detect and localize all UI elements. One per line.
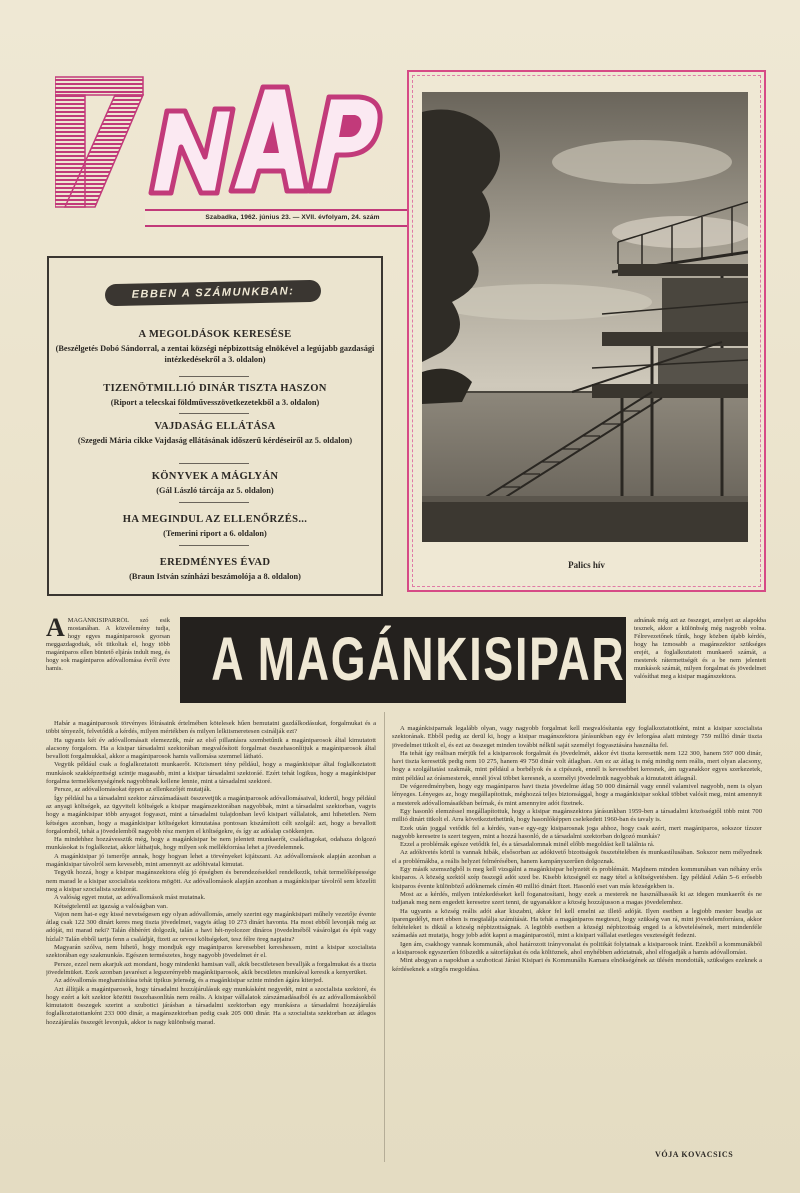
paragraph: A valóság egyet mutat, az adóvallomások mást mutatnak. [54,894,206,902]
drop-cap: A [46,617,65,642]
contents-item-title: TIZENÖTMILLIÓ DINÁR TISZTA HASZON [103,383,327,394]
paragraph: Azt állítják a magániparosok, hogy társadalmi hozzájárulásuk egy munkásként negyedét, mint a szocialista szektoré, és hogy ezért a két szektor közötti összehasonlítás nem reális. A kisipar vállalatok zárszámadásaiból és az adóvallomásokból kimutatott összegek szerint a szubotici járásban a társadalmi szektorban egy munkásra a társadalmi hozzájárulás foglalkoztatottanként 233 000 dinár, a magánszektorban pedig csak 205 000 dinár. Ha a szocialista szektorban az átlagos hozzájárulás összegét levonjuk, akkor is nagy különbség marad. [46,985,376,1026]
paragraph: Igen ám, csakhogy vannak kommunák, ahol határozott irányvonalat és politikát folytatnak a kisiparosok iránt. Ezekből a kommunákból a kisiparosok egyszerűen fölszedik a sátorfájukat és oda költöznek, ahol enyhébben adóztatnak, ahol elfogadják a hamis adóvallomást. [392,940,762,957]
article-headline: A MAGÁNKISIPAR [211,625,626,695]
paragraph: Mint abogyan a napokban a szuboticai Járási Kisipari és Kommunális Kamara elnökségének az ülésén mondották, szükséges ezeknek a kérdéseknek a sürgős megoldása. [392,957,762,973]
contents-box [47,256,383,596]
author-signature: VÓJA KOVACSICS [655,1150,734,1159]
dateline: Szabadka, 1962. június 23. — XVII. évfolyam, 24. szám [145,209,440,227]
paragraph: Ha mindehhez hozzávesszük még, hogy a magánkisipar be nem jelentett munkaerőt, családtagokat, odahaza dolgozó munkásokat is foglalkoztat, akkor láthatjuk, hogy milyen sok mellékforrása lehet a jövedelemnek. [46,836,376,852]
contents-banner: EBBEN A SZÁMUNKBAN: [105,280,321,307]
divider [179,413,249,414]
paragraph: Így például ha a társadalmi szektor zárszámadásait összevetjük a magániparosok adóvallomásaival, kiderül, hogy például az anyagi költségek, az ügyviteli költségek a kisipar magánszektorában nagyobbak, mint a társadalmi szektorban, vagyis hogy a magánkisipar több anyagot fogyaszt, mint a társadalmi tulajdonban levő kisipari vállalatok, ami hihetetlen. Nem kétséges azonban, hogy a magánkisipar költségeket kimutatása pontosan kiszámított célt szolgál: azt, hogy a bevallott forgalomból, tehát a jövedelemből nagyobb rész menjen el költségekre, és így az adóalap csökkenjen. [46,794,376,835]
paragraph: Habár a magániparosok törvényes lőirásaink értelmében kötelesek hűen bemutatni gazdálkodásukat, forgalmukat és a többi tényezőt, felvetődik a kérdés, milyen mértékben és milyen lelkiismeretesen csinálják ezt? [46,720,376,736]
contents-item [55,470,375,496]
paragraph: Magyarán szólva, nem hihető, hogy mondjuk egy magániparos kevesebbet kereshessen, mint a kisipar szocialista szektorában egy szakmunkás. Egészen természetes, hogy nagyobb jövedelmet ér el. [46,944,376,960]
paragraph: Ha ugyanis két év adóvallomásait elemezzük, már az első pillantásra szembetűnik a magániparosok által kimutatott alacsony forgalom. Ha a kisipar társadalmi szektorában megvalósított forgalmat összehasonlítjuk a magániparosok által bevallott forgalmukkal, akkor a magániparosok hamis vallomása szemmel látható. [46,736,376,761]
contents-item [55,556,375,582]
paragraph: Egy hasonló elemzéssel megállapítottuk, hogy a kisipar magánszektora járásunkban 1959-ben a társadalmi közösségtől több mint 700 millió dinárt titkolt el. Arra következtethetünk, hogy hasonlóképpen cselekedett 1960-ban és tavaly is. [392,807,762,824]
paragraph: Vajon nem hat-e egy kissé nevetségesen egy olyan adóvallomás, amely szerint egy magánkisipari műhely vezetője évente átlag csak 122 300 dinárt keres meg tiszta jövedelmet, vagyis átlag 10 273 dinárt havonta. Ha most ebből levonják még az adóját, mi marad neki? Talán éhbérért dolgozik, talán a havi hét-nyolcezer dináros jövedelméből vásárolgat és épít vagy hízlal? Talán ebből tartja fenn a családját, fizeti az orvosi költségeket, tesz félre öreg napjaira? [46,910,376,943]
nap-logo [55,75,385,209]
contents-item-title: A MEGOLDÁSOK KERESÉSE [138,329,292,340]
paragraph: Ha ugyanis a község reális adót akar kiszabni, akkor fel kell emelni az illető adóját. Ilyen esetben a legjobb mester beadja az iparengedélyt, mert ebben is megtalálja számítását. Ha tehát a magániparos megteszi, hogy szükség van rá, mint jövedelemforrásra, akkor feltételeket is diktál a község népbizottságnak. A legtöbb esetben a községi népbizottság enged is a követelésének, mert mindenféle számadás azt mutatja, hogy jobb adót kapni a magániparostól, mint a kisipari vállalat esetleges veszteségét fedezni. [392,907,762,940]
paragraph: A magánkisipar jó ismerője annak, hogy hogyan lehet a törvényeket kijátszani. Az adóvallomások alapján azonban a magánkisipar távolról sem kevesebb, mint amennyit az adóhivatal kimutat. [46,852,376,869]
paragraph: Kétségtelenül az igazság a valóságban van. [54,902,168,910]
contents-item [55,328,375,365]
masthead [55,75,385,235]
paragraph: Tegyük hozzá, hogy a kisipar magánszektora elég jó épségben és berendezésekkel rendelkezik, tehát termelőképessége nem marad le a kisipar szocialista szektora mögött. Az adóvallomások alapján azonban a magánkisipar távolról sem közelíti meg a kisipar szocialista szektorát. [46,869,376,893]
paragraph: A magánkisiparnak legalább olyan, vagy nagyobb forgalmat kell megvalósítania egy foglalkoztatottként, mint a kisipar szocialista szektorának. Ebből pedig az derül ki, hogy a kisipar magánszektora járásunkban egy év leforgása alatt mintegy 759 millió dinár tiszta jövedelmet titkolt el, és ezt az összeget minden további nélkül saját személyi fogyasztására használta fel. [392,725,762,749]
paragraph: Az adóvallomás meghamisítása tehát tipikus jelenség, és a magánkisipar szinte minden ágára kiterjed. [54,977,324,985]
photo-frame [407,70,766,592]
intro-text: MAGÁNKISIPARRÓL szó esik mostanában. A közvélemény tudja, hogy egyes magániparosok gyorsan meggazdagodtak, sőt titkoltak el, hogy több magániparos ellen büntető eljárás indult meg, és hogy sok magániparos adóvallomása évről évre hamis. [46,617,170,672]
column-divider [384,712,385,1162]
contents-item [55,382,375,408]
paragraph: Ha tehát így reálisan mérjük fel a kisiparosok forgalmát és jövedelmét, akkor évi tiszta keresetük nem 122 300, hanem 597 000 dinár, havi tiszta keresetük pedig nem 10 275, hanem 49 750 dinár volt átlagban. Am ez az átlag is még mindig nem reális, mert olyan alacsony, hogy a szolgáltatási szakmák, mint például a borbélyok és a cipészek, ennél is kevesebbet keresnek, ám ugyanakkor egyes szerkezetek, mint például az órásmesterek, ennél jóval többet keresnek, a személyi jövedelmük nagyobbak a kimutatott átlagnál. [392,749,762,782]
contents-item-subtitle: (Riport a telecskai földművesszövetkezetekből a 3. oldalon) [110,398,320,407]
contents-item-title: VAJDASÁG ELLÁTÁSA [154,421,276,432]
contents-item-subtitle: (Szegedi Mária cikke Vajdaság ellátásának időszerű kérdéseiről az 5. oldalon) [77,436,353,445]
contents-item [55,420,375,446]
paragraph: Ezek után joggal vetődik fel a kérdés, van-e egy-egy kisiparosnak joga ahhoz, hogy csak azért, mert magániparos, sokszor tízszer nagyobb keresetre is szert tegyen, mint a hozzá hasonló, de a társadalmi szektorban dolgozó munkás? [392,824,762,840]
article-column-left [46,720,376,1160]
contents-item-title: HA MEGINDUL AZ ELLENŐRZÉS... [122,514,308,525]
paragraph: Most az a kérdés, milyen intézkedéseket kell foganatosítani, hogy ezek a mesterek ne használhassák ki az idegen munkaerőt és ne tudjanak meg nem engedett keresetre szert tenni, de ugyanakkor a község hozzájusson a magas jövedelemhez. [392,890,762,907]
contents-item-subtitle: (Gál László tárcája az 5. oldalon) [156,486,274,495]
contents-item-subtitle: (Temerini riport a 6. oldalon) [163,529,267,538]
divider [179,463,249,464]
divider [179,502,249,503]
paragraph: Egy másik szemszögből is meg kell vizsgálni a magánkisipar helyzetét és problémáit. Majdnem minden kommunában van néhány erős kisiparos. A község szektól szép összegű adót szed be. Kisebb községnél ez nagy tétel a költségvetésben. Így például Adán 5–6 erősebb kisiparos évente különböző adóknemek címén 40 millió dinárt fizet. Hasonló eset van más községekben is. [392,866,762,890]
paragraph: Ezzel a problémák egésze vetődik fel, és a társadalomnak minél előbb megoldást kell találnia rá. [400,841,655,849]
article-headline-block [180,617,626,703]
divider [179,376,249,377]
article-column-right [392,725,762,1145]
paragraph: Persze, az adóvallomásokat éppen az ellenkezőjét mutatják. [54,786,212,794]
contents-item-title: EREDMÉNYES ÉVAD [159,557,271,568]
article-side-text: adnának még azt az összeget, amelyet az alapokba tesznek, akkor a különbség még nagyobb volna. Félrevezetőnek tűnik, hogy közben újabb kérdés, hogy ha izmosabb a magánszektor szükséges erejét, a foglalkoztatott munkaerő számát, a mesterek rátermettségét és a be nem jelentett munkások számát, milyen forgalmat és jövedelmet valósíthat meg a kisipar magánszektora. [634,617,766,680]
contents-item [55,513,375,539]
contents-item-subtitle: (Beszélgetés Dobó Sándorral, a zentai községi népbizottság elnökével a legújabb gazdasági intézkedésekről a 3. oldalon) [55,344,375,364]
paragraph: Vegyük például csak a foglalkoztatott munkaerőt. Közismert tény például, hogy a magánkisipar által foglalkoztatott munkások szakképzettségi szintje magasabb, mint a kisipar társadalmi szektoráé. Ezért tehát logikus, hogy a magánkisipar forgalma termelékenységének nagyobbnak kellene lennie, mint a társadalmi szektoré. [46,761,376,786]
contents-item-subtitle: (Braun István színházi beszámolója a 8. oldalon) [129,572,301,581]
article-intro [46,617,170,717]
photo-caption: Palics hív [568,560,605,570]
palics-photo [422,92,748,542]
divider [179,545,249,546]
paragraph: De végeredményben, hogy egy magániparos havi tiszta jövedelme átlag 50 000 dinárnál vagy ennél valamivel nagyobb, nem is olyan lényeges. Lényeges az, hogy megállapítottuk, méghozzá teljes biztonsággal, hogy a magánkisipar sokkal többet valósít meg, mint amennyit a mesterek adóvallomásaikban beírnak, és mint amennyire adót fizetnek. [392,783,762,807]
paragraph: Persze, ezzel nem akarjuk azt mondani, hogy mindenki hamisan vall, akik becsületesen bevallják a forgalmukat és a tiszta jövedelmüket. Ezek azonban javarészt a legszerényebb magánkiiparosok, akik becsületes munkával keresik a kenyerüket. [46,960,376,976]
paragraph: Az adókivetés körül is vannak hibák, elsősorban az adókivető bizottságok összetételében és munkastílusában. Sokszor nem mélyednek el a problémákba, a reális helyzet felmérésében, hanem kampányszerűen dolgoznak. [392,849,762,865]
contents-item-title: KÖNYVEK A MÁGLYÁN [151,471,279,482]
